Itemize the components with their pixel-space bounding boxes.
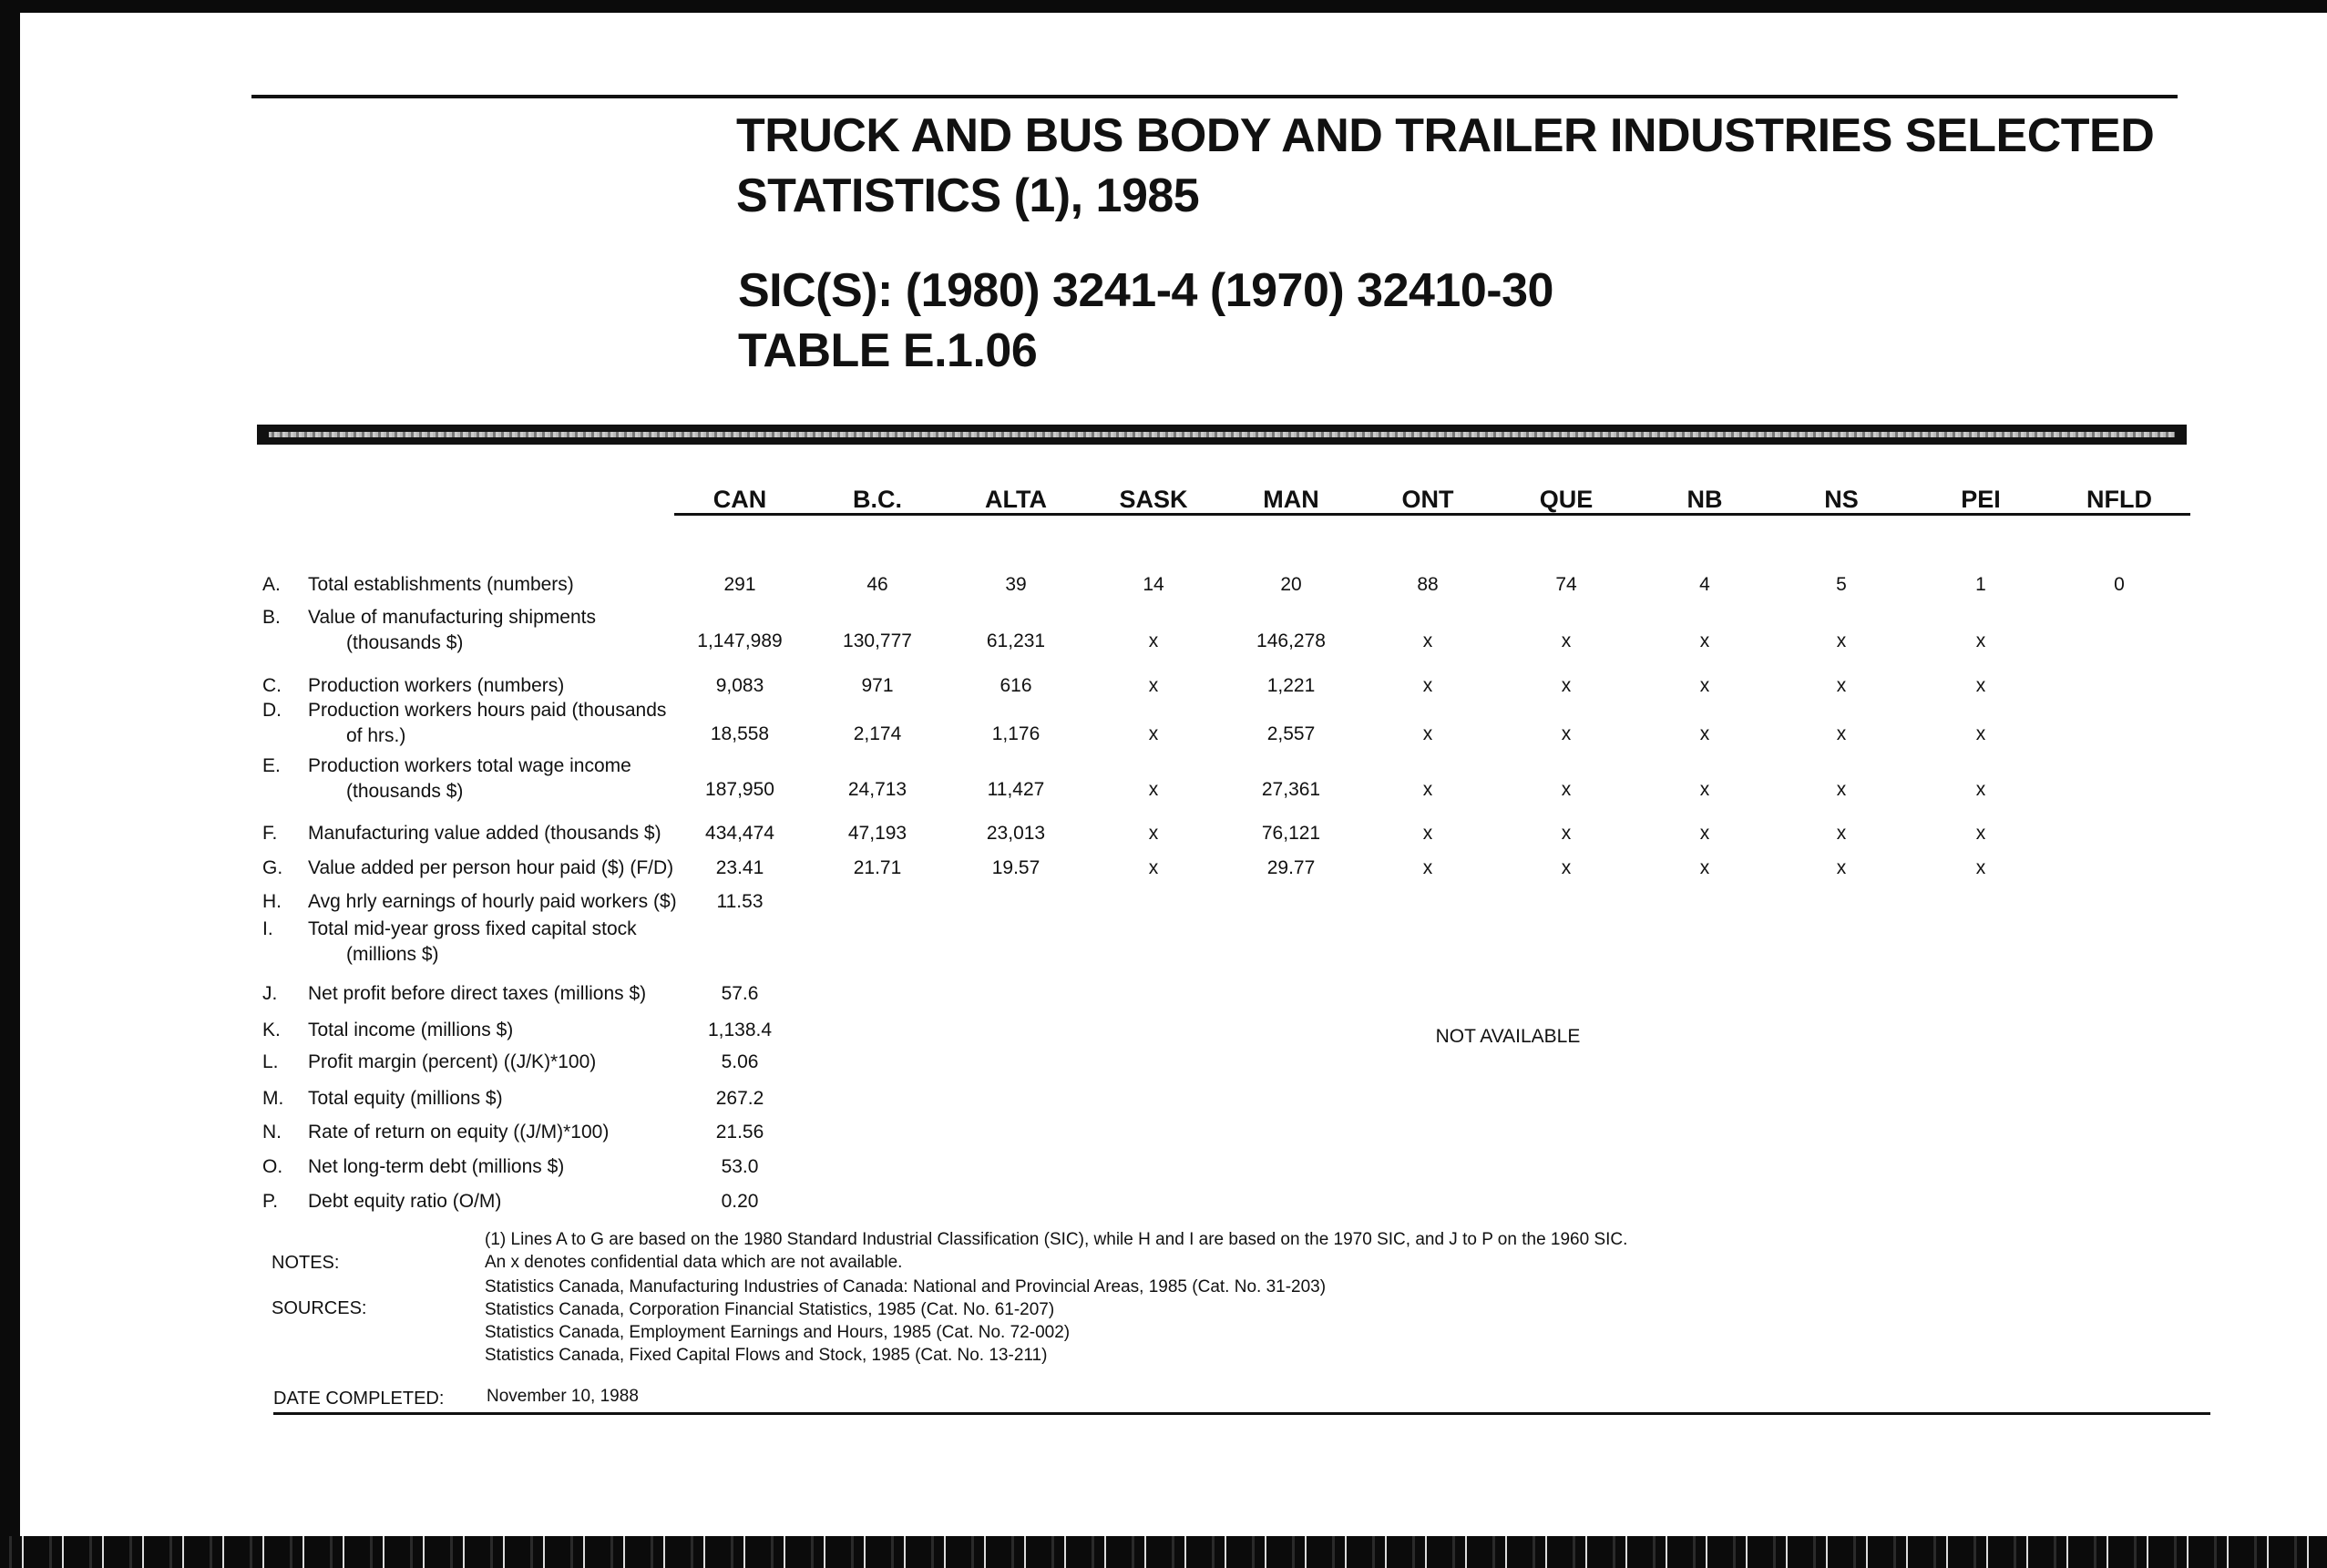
row-label — [308, 889, 677, 915]
note-line: (1) Lines A to G are based on the 1980 Standard Industrial Classification (SIC), while H and I are based on the 1970 SIC, and J to P on the 1960 SIC. — [485, 1230, 1628, 1249]
table-cell: 46 — [866, 574, 888, 595]
table-cell: x — [1422, 630, 1433, 651]
bottom-rule — [273, 1412, 2210, 1415]
row-label-line: of hrs.) — [346, 725, 406, 746]
source-line: Statistics Canada, Manufacturing Industries of Canada: National and Provincial Areas, 1985 (Cat. No. 31-203) — [485, 1277, 1327, 1296]
table-cell: 5 — [1836, 574, 1847, 595]
sources-label: SOURCES: — [272, 1298, 367, 1318]
table-cell: 53.0 — [721, 1156, 759, 1177]
row-label-line: Manufacturing value added (thousands $) — [308, 823, 661, 844]
row-letter: J. — [262, 983, 278, 1004]
column-header-rule — [674, 513, 2190, 516]
table-cell: x — [1148, 823, 1159, 844]
row-label — [308, 917, 637, 968]
table-cell: x — [1422, 723, 1433, 744]
table-cell: 61,231 — [986, 630, 1046, 651]
source-line: Statistics Canada, Corporation Financial Statistics, 1985 (Cat. No. 61-207) — [485, 1300, 1055, 1319]
row-label — [308, 673, 564, 699]
sic-codes: SIC(S): (1980) 3241-4 (1970) 32410-30 — [738, 264, 1553, 317]
table-cell: 291 — [723, 574, 756, 595]
row-letter: I. — [262, 918, 273, 939]
table-cell: 88 — [1417, 574, 1439, 595]
column-header-alta: ALTA — [985, 486, 1047, 513]
row-label-line: Production workers (numbers) — [308, 675, 565, 696]
row-letter: E. — [262, 755, 281, 776]
source-line: Statistics Canada, Fixed Capital Flows and Stock, 1985 (Cat. No. 13-211) — [485, 1346, 1048, 1365]
table-cell: x — [1422, 823, 1433, 844]
table-cell: 971 — [861, 675, 894, 696]
table-cell: 29.77 — [1266, 857, 1316, 878]
row-label-line: Net profit before direct taxes (millions $) — [308, 983, 647, 1004]
column-header-que: QUE — [1539, 486, 1594, 513]
table-cell: 4 — [1699, 574, 1710, 595]
title-line-1: TRUCK AND BUS BODY AND TRAILER INDUSTRIES SELECTED — [736, 109, 2155, 162]
row-letter: O. — [262, 1156, 283, 1177]
table-cell: 74 — [1555, 574, 1577, 595]
column-header-can: CAN — [712, 486, 767, 513]
table-cell: 130,777 — [843, 630, 912, 651]
table-id: TABLE E.1.06 — [738, 324, 1038, 377]
row-label-line: Total equity (millions $) — [308, 1088, 503, 1109]
table-cell: 187,950 — [705, 779, 774, 800]
table-cell: 146,278 — [1256, 630, 1326, 651]
table-cell: 23.41 — [715, 857, 764, 878]
table-cell: 434,474 — [705, 823, 774, 844]
table-cell: x — [1975, 857, 1986, 878]
table-cell: 1,147,989 — [697, 630, 783, 651]
table-cell: x — [1836, 779, 1847, 800]
table-cell: x — [1422, 675, 1433, 696]
table-cell: x — [1699, 723, 1710, 744]
row-label — [308, 605, 596, 656]
table-cell: 39 — [1005, 574, 1027, 595]
table-cell: 24,713 — [847, 779, 907, 800]
table-cell: x — [1422, 779, 1433, 800]
table-cell: x — [1561, 723, 1572, 744]
table-cell: x — [1836, 823, 1847, 844]
row-label-line: Avg hrly earnings of hourly paid workers ($) — [308, 891, 677, 912]
row-letter: F. — [262, 823, 278, 844]
table-cell: 267.2 — [715, 1088, 764, 1109]
title-line-2: STATISTICS (1), 1985 — [736, 169, 1200, 222]
table-cell: 23,013 — [986, 823, 1046, 844]
row-label-line: Net long-term debt (millions $) — [308, 1156, 565, 1177]
row-label — [308, 1050, 596, 1075]
row-label-line: Value added per person hour paid ($) (F/D) — [308, 857, 674, 878]
row-letter: D. — [262, 700, 282, 721]
table-cell: x — [1699, 675, 1710, 696]
row-label-line: Profit margin (percent) ((J/K)*100) — [308, 1051, 597, 1072]
table-cell: x — [1561, 675, 1572, 696]
row-label-line: Total establishments (numbers) — [308, 574, 574, 595]
column-header-nfld: NFLD — [2086, 486, 2152, 513]
source-line: Statistics Canada, Employment Earnings and Hours, 1985 (Cat. No. 72-002) — [485, 1323, 1071, 1342]
row-letter: C. — [262, 675, 282, 696]
table-cell: x — [1975, 630, 1986, 651]
sources-text — [485, 1276, 1326, 1367]
table-cell: 1 — [1975, 574, 1986, 595]
table-cell: x — [1148, 675, 1159, 696]
table-cell: 2,557 — [1266, 723, 1316, 744]
row-label — [308, 1120, 609, 1145]
date-completed-label: DATE COMPLETED: — [273, 1389, 445, 1409]
scan-top-border — [0, 0, 2327, 13]
table-cell: x — [1836, 723, 1847, 744]
column-header-man: MAN — [1263, 486, 1319, 513]
table-cell: x — [1836, 857, 1847, 878]
table-cell: 19.57 — [991, 857, 1040, 878]
table-cell: x — [1148, 723, 1159, 744]
table-cell: 76,121 — [1261, 823, 1321, 844]
table-cell: x — [1148, 857, 1159, 878]
row-letter: K. — [262, 1020, 281, 1040]
table-cell: x — [1836, 630, 1847, 651]
table-cell: 14 — [1143, 574, 1164, 595]
row-label — [308, 698, 666, 749]
row-label-line: Production workers hours paid (thousands — [308, 700, 667, 721]
row-label-line: Debt equity ratio (O/M) — [308, 1191, 502, 1212]
column-header-ont: ONT — [1401, 486, 1454, 513]
table-cell: 5.06 — [721, 1051, 759, 1072]
row-label-line: Value of manufacturing shipments — [308, 607, 596, 628]
table-cell: 18,558 — [710, 723, 770, 744]
row-label — [308, 1018, 513, 1043]
table-cell: x — [1975, 675, 1986, 696]
row-letter: H. — [262, 891, 282, 912]
row-label — [308, 753, 631, 804]
table-cell: 21.56 — [715, 1122, 764, 1143]
notes-label: NOTES: — [272, 1253, 340, 1273]
column-header-nb: NB — [1686, 486, 1723, 513]
column-header-ns: NS — [1824, 486, 1859, 513]
top-rule — [251, 95, 2178, 98]
row-label — [308, 1154, 564, 1180]
table-cell: x — [1148, 630, 1159, 651]
table-cell: 57.6 — [721, 983, 759, 1004]
column-header-sask: SASK — [1119, 486, 1188, 513]
row-label-line: (millions $) — [346, 944, 439, 965]
table-cell: x — [1975, 723, 1986, 744]
table-cell: 27,361 — [1261, 779, 1321, 800]
row-label — [308, 572, 574, 598]
row-label-line: (thousands $) — [346, 781, 464, 802]
row-label — [308, 1086, 503, 1112]
row-letter: N. — [262, 1122, 282, 1143]
table-cell: x — [1975, 823, 1986, 844]
document-title — [736, 106, 2154, 226]
scan-left-border — [0, 0, 20, 1568]
row-label — [308, 856, 673, 881]
table-cell: x — [1975, 779, 1986, 800]
table-cell: x — [1699, 779, 1710, 800]
row-label — [308, 981, 646, 1007]
row-letter: L. — [262, 1051, 279, 1072]
row-letter: A. — [262, 574, 281, 595]
table-cell: 11.53 — [716, 891, 764, 912]
row-label-line: (thousands $) — [346, 632, 464, 653]
row-label-line: Production workers total wage income — [308, 755, 631, 776]
note-line: An x denotes confidential data which are not available. — [485, 1253, 903, 1272]
table-cell: 2,174 — [853, 723, 902, 744]
table-cell: 21.71 — [853, 857, 902, 878]
table-cell: x — [1561, 630, 1572, 651]
table-cell: 0 — [2114, 574, 2125, 595]
table-cell: 616 — [999, 675, 1032, 696]
row-letter: M. — [262, 1088, 284, 1109]
table-cell: 0.20 — [721, 1191, 759, 1212]
table-cell: x — [1699, 630, 1710, 651]
table-cell: 1,176 — [991, 723, 1040, 744]
table-cell: 9,083 — [715, 675, 764, 696]
row-letter: G. — [262, 857, 283, 878]
column-header-pei: PEI — [1961, 486, 2001, 513]
row-label — [308, 821, 661, 846]
table-cell: 20 — [1280, 574, 1302, 595]
table-cell: x — [1422, 857, 1433, 878]
table-cell: 1,138.4 — [707, 1020, 773, 1040]
header-band-rule — [257, 425, 2187, 445]
table-cell: 11,427 — [987, 779, 1045, 800]
row-label — [308, 1189, 501, 1214]
table-cell: 1,221 — [1266, 675, 1316, 696]
table-cell: 47,193 — [847, 823, 907, 844]
table-cell: x — [1561, 779, 1572, 800]
scan-bottom-border — [0, 1536, 2327, 1568]
notes-text — [485, 1228, 1627, 1274]
column-header-bc: B.C. — [853, 486, 902, 513]
table-cell: x — [1561, 823, 1572, 844]
row-label-line: Rate of return on equity ((J/M)*100) — [308, 1122, 610, 1143]
table-cell: x — [1836, 675, 1847, 696]
row-label-line: Total mid-year gross fixed capital stock — [308, 918, 637, 939]
table-cell: x — [1699, 857, 1710, 878]
row-letter: B. — [262, 607, 281, 628]
row-letter: P. — [262, 1191, 279, 1212]
table-cell: x — [1699, 823, 1710, 844]
row-label-line: Total income (millions $) — [308, 1020, 514, 1040]
table-cell: x — [1148, 779, 1159, 800]
date-completed-value: November 10, 1988 — [487, 1387, 639, 1406]
table-cell: x — [1561, 857, 1572, 878]
not-available-note: NOT AVAILABLE — [1435, 1026, 1581, 1047]
